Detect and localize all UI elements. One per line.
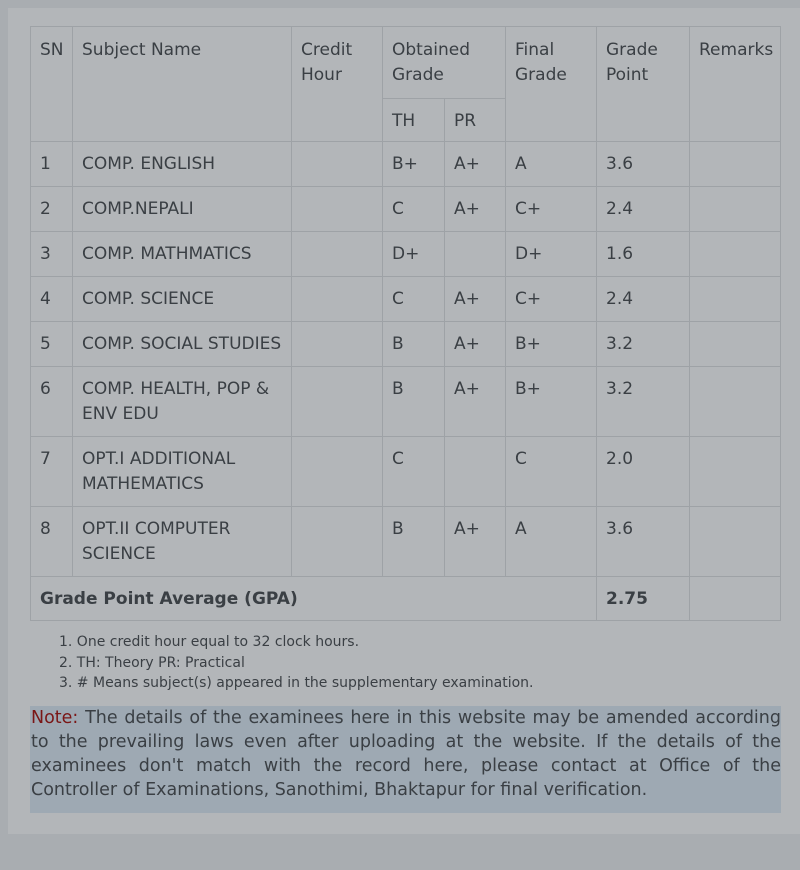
cell-sn: 7 [31, 437, 73, 507]
gpa-value: 2.75 [597, 577, 690, 621]
header-pr: PR [445, 99, 506, 142]
table-row [31, 232, 781, 277]
cell-remarks [690, 187, 781, 232]
gpa-remarks [690, 577, 781, 621]
cell-pr: A+ [445, 187, 506, 232]
cell-remarks [690, 322, 781, 367]
cell-th: B+ [383, 142, 445, 187]
gpa-row [31, 577, 781, 621]
cell-final: C [506, 437, 597, 507]
cell-remarks [690, 232, 781, 277]
cell-sn: 5 [31, 322, 73, 367]
cell-grade-point: 2.4 [597, 187, 690, 232]
cell-final: A [506, 507, 597, 577]
disclaimer-label: Note: [31, 708, 79, 728]
cell-remarks [690, 367, 781, 437]
cell-subject: OPT.II COMPUTER SCIENCE [73, 507, 292, 577]
cell-credit [292, 437, 383, 507]
cell-credit [292, 507, 383, 577]
header-th: TH [383, 99, 445, 142]
disclaimer [31, 706, 781, 802]
header-final-grade: Final Grade [506, 27, 597, 142]
table-row [31, 277, 781, 322]
cell-credit [292, 322, 383, 367]
cell-th: D+ [383, 232, 445, 277]
cell-pr: A+ [445, 367, 506, 437]
table-header [31, 27, 781, 142]
cell-final: C+ [506, 187, 597, 232]
cell-remarks [690, 277, 781, 322]
cell-grade-point: 3.6 [597, 507, 690, 577]
cell-subject: COMP. HEALTH, POP & ENV EDU [73, 367, 292, 437]
cell-grade-point: 3.2 [597, 367, 690, 437]
cell-th: B [383, 507, 445, 577]
table-row [31, 142, 781, 187]
cell-pr: A+ [445, 507, 506, 577]
cell-subject: COMP. MATHMATICS [73, 232, 292, 277]
cell-remarks [690, 437, 781, 507]
cell-sn: 2 [31, 187, 73, 232]
cell-final: A [506, 142, 597, 187]
marksheet-table-wrapper [30, 26, 780, 621]
cell-th: C [383, 437, 445, 507]
cell-subject: COMP. SOCIAL STUDIES [73, 322, 292, 367]
cell-grade-point: 2.0 [597, 437, 690, 507]
cell-th: B [383, 367, 445, 437]
cell-final: B+ [506, 322, 597, 367]
cell-sn: 8 [31, 507, 73, 577]
cell-subject: COMP. SCIENCE [73, 277, 292, 322]
cell-pr: A+ [445, 142, 506, 187]
header-remarks: Remarks [690, 27, 781, 142]
cell-sn: 4 [31, 277, 73, 322]
cell-remarks [690, 142, 781, 187]
footnote-item: 3. # Means subject(s) appeared in the supplementary examination. [59, 675, 534, 691]
cell-grade-point: 1.6 [597, 232, 690, 277]
cell-credit [292, 232, 383, 277]
header-grade-point: Grade Point [597, 27, 690, 142]
cell-pr [445, 437, 506, 507]
cell-sn: 6 [31, 367, 73, 437]
table-row [31, 322, 781, 367]
cell-final: C+ [506, 277, 597, 322]
cell-subject: COMP. ENGLISH [73, 142, 292, 187]
cell-remarks [690, 507, 781, 577]
cell-credit [292, 367, 383, 437]
footnotes-list [59, 632, 533, 694]
cell-pr: A+ [445, 322, 506, 367]
cell-grade-point: 2.4 [597, 277, 690, 322]
footnote-item: 1. One credit hour equal to 32 clock hours. [59, 634, 360, 650]
cell-th: C [383, 187, 445, 232]
cell-credit [292, 142, 383, 187]
header-subject: Subject Name [73, 27, 292, 142]
cell-grade-point: 3.6 [597, 142, 690, 187]
disclaimer-text: The details of the examinees here in this website may be amended according to the prevailing laws even after uploading at the website. If the details of the examinees don't match with the record here, please contact at Office of the Controller of Examinations, Sanothimi, Bhaktapur for final verification. [31, 708, 781, 800]
cell-pr: A+ [445, 277, 506, 322]
marksheet-table [30, 26, 781, 621]
header-sn: SN [31, 27, 73, 142]
cell-subject: COMP.NEPALI [73, 187, 292, 232]
table-body [31, 142, 781, 621]
cell-grade-point: 3.2 [597, 322, 690, 367]
cell-subject: OPT.I ADDITIONAL MATHEMATICS [73, 437, 292, 507]
gpa-label: Grade Point Average (GPA) [31, 577, 597, 621]
cell-th: C [383, 277, 445, 322]
cell-final: D+ [506, 232, 597, 277]
cell-pr [445, 232, 506, 277]
cell-credit [292, 277, 383, 322]
table-row [31, 187, 781, 232]
header-obtained-grade: Obtained Grade [383, 27, 506, 99]
table-row [31, 437, 781, 507]
footnote-item: 2. TH: Theory PR: Practical [59, 654, 245, 671]
header-credit-hour: Credit Hour [292, 27, 383, 142]
cell-final: B+ [506, 367, 597, 437]
cell-sn: 1 [31, 142, 73, 187]
cell-credit [292, 187, 383, 232]
table-row [31, 507, 781, 577]
cell-th: B [383, 322, 445, 367]
cell-sn: 3 [31, 232, 73, 277]
table-row [31, 367, 781, 437]
